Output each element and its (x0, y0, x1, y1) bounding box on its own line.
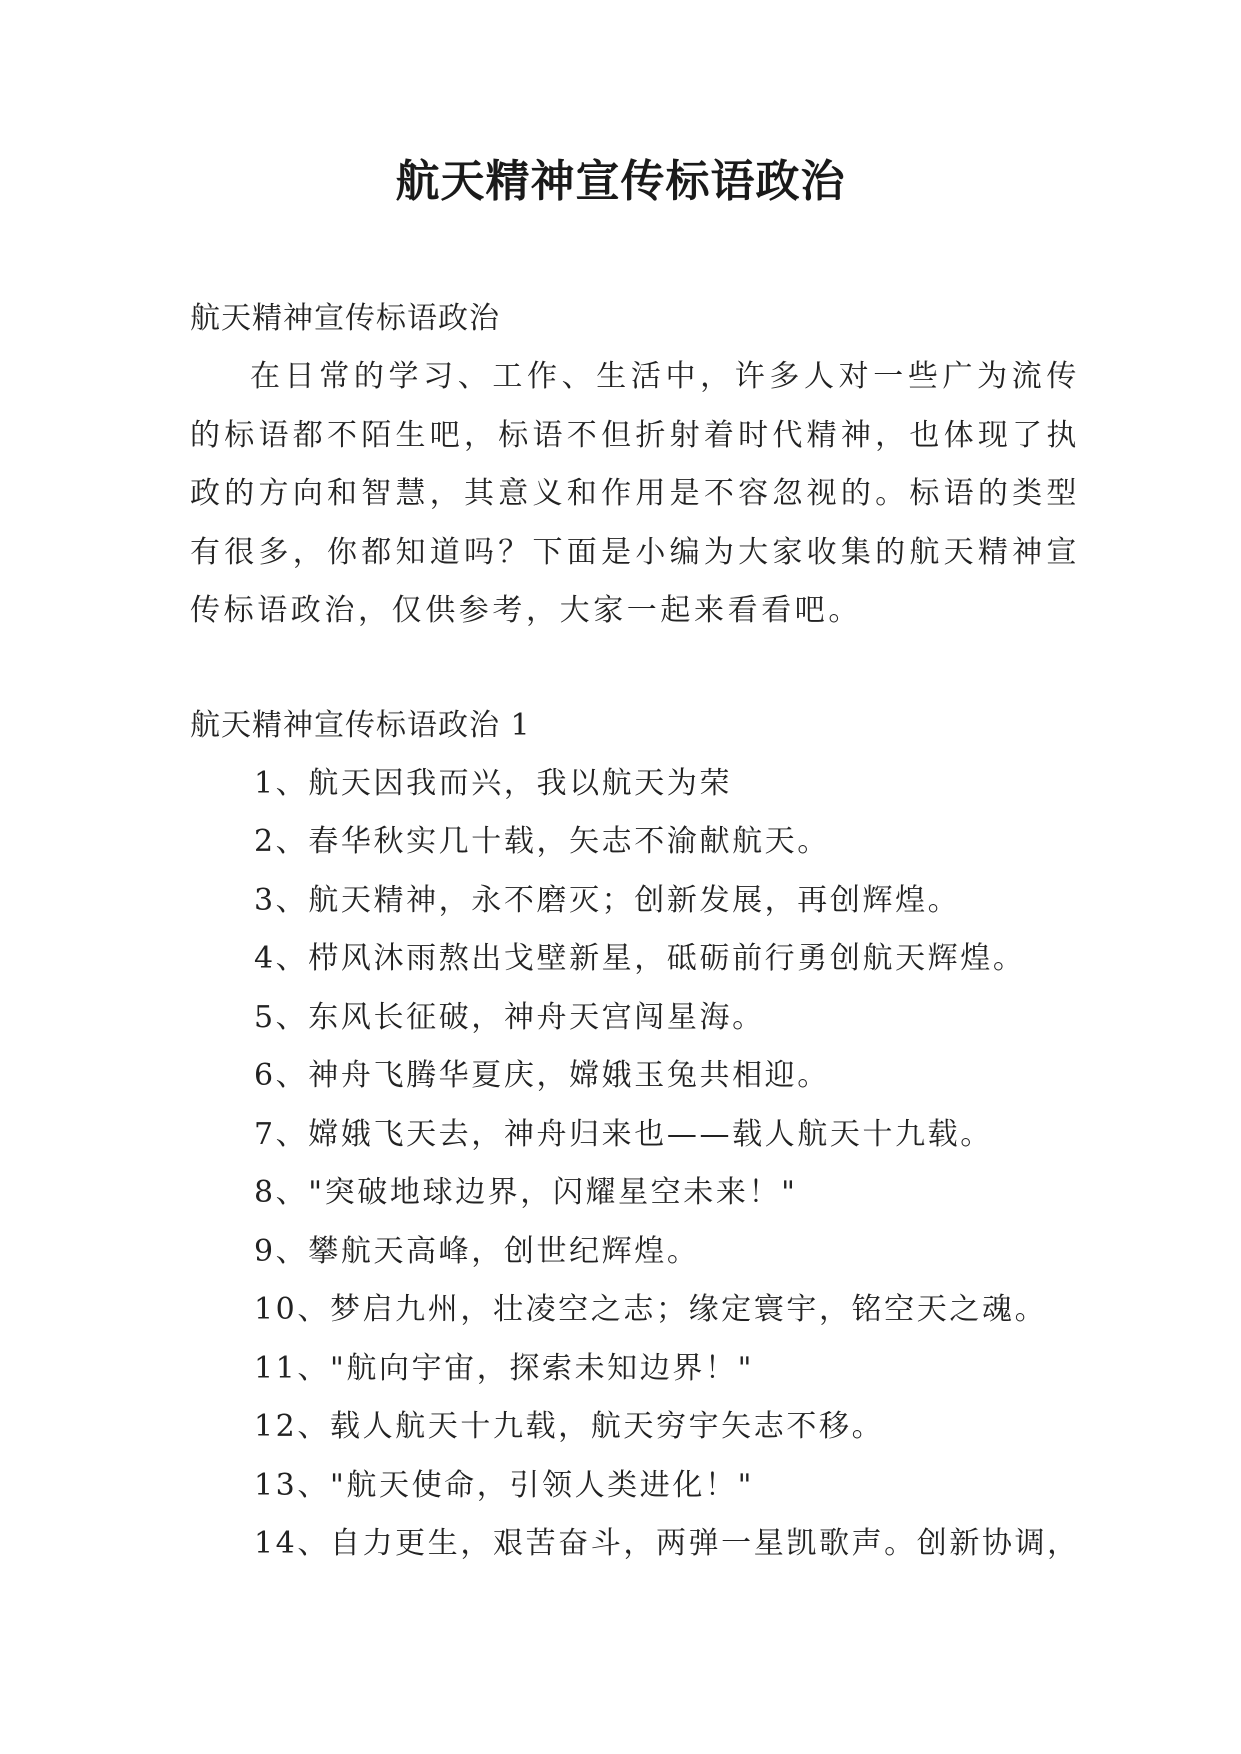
slogan-item: 4、栉风沐雨熬出戈壁新星，砥砺前行勇创航天辉煌。 (254, 941, 1026, 976)
slogan-item: 3、航天精神，永不磨灭；创新发展，再创辉煌。 (254, 882, 961, 918)
slogan-item: 1、航天因我而兴，我以航天为荣 (254, 765, 733, 801)
slogan-item: 11、"航向宇宙，探索未知边界！" (254, 1350, 754, 1386)
slogan-item: 9、攀航天高峰，创世纪辉煌。 (254, 1233, 700, 1269)
intro-paragraph: 在日常的学习、工作、生活中，许多人对一些广为流传的标语都不陌生吧，标语不但折射着时代精神，也体现了执政的方向和智慧，其意义和作用是不容忽视的。标语的类型有很多，你都知道吗？下面是小编为大家收集的航天精神宣传标语政治，仅供参考，大家一起来看看吧。 (190, 359, 1080, 628)
slogan-item: 2、春华秋实几十载，矢志不渝献航天。 (254, 824, 830, 859)
slogan-item: 8、"突破地球边界，闪耀星空未来！" (254, 1175, 798, 1210)
document-body (190, 290, 1080, 1574)
slogan-item: 10、梦启九州，壮凌空之志；缘定寰宇，铭空天之魂。 (254, 1292, 1048, 1327)
slogan-list (190, 755, 1080, 1574)
slogan-item: 14、自力更生，艰苦奋斗，两弹一星凯歌声。创新协调， (254, 1526, 1080, 1561)
section-heading: 航天精神宣传标语政治 1 (190, 707, 531, 743)
slogan-item: 7、嫦娥飞天去，神舟归来也——载人航天十九载。 (254, 1116, 993, 1152)
document-title: 航天精神宣传标语政治 (395, 156, 846, 207)
slogan-item: 13、"航天使命，引领人类进化！" (254, 1467, 754, 1503)
slogan-item: 6、神舟飞腾华夏庆，嫦娥玉兔共相迎。 (254, 1058, 830, 1093)
document-subtitle: 航天精神宣传标语政治 (190, 301, 500, 336)
slogan-item: 5、东风长征破，神舟天宫闯星海。 (254, 999, 765, 1035)
slogan-item: 12、载人航天十九载，航天穷宇矢志不移。 (254, 1409, 885, 1444)
